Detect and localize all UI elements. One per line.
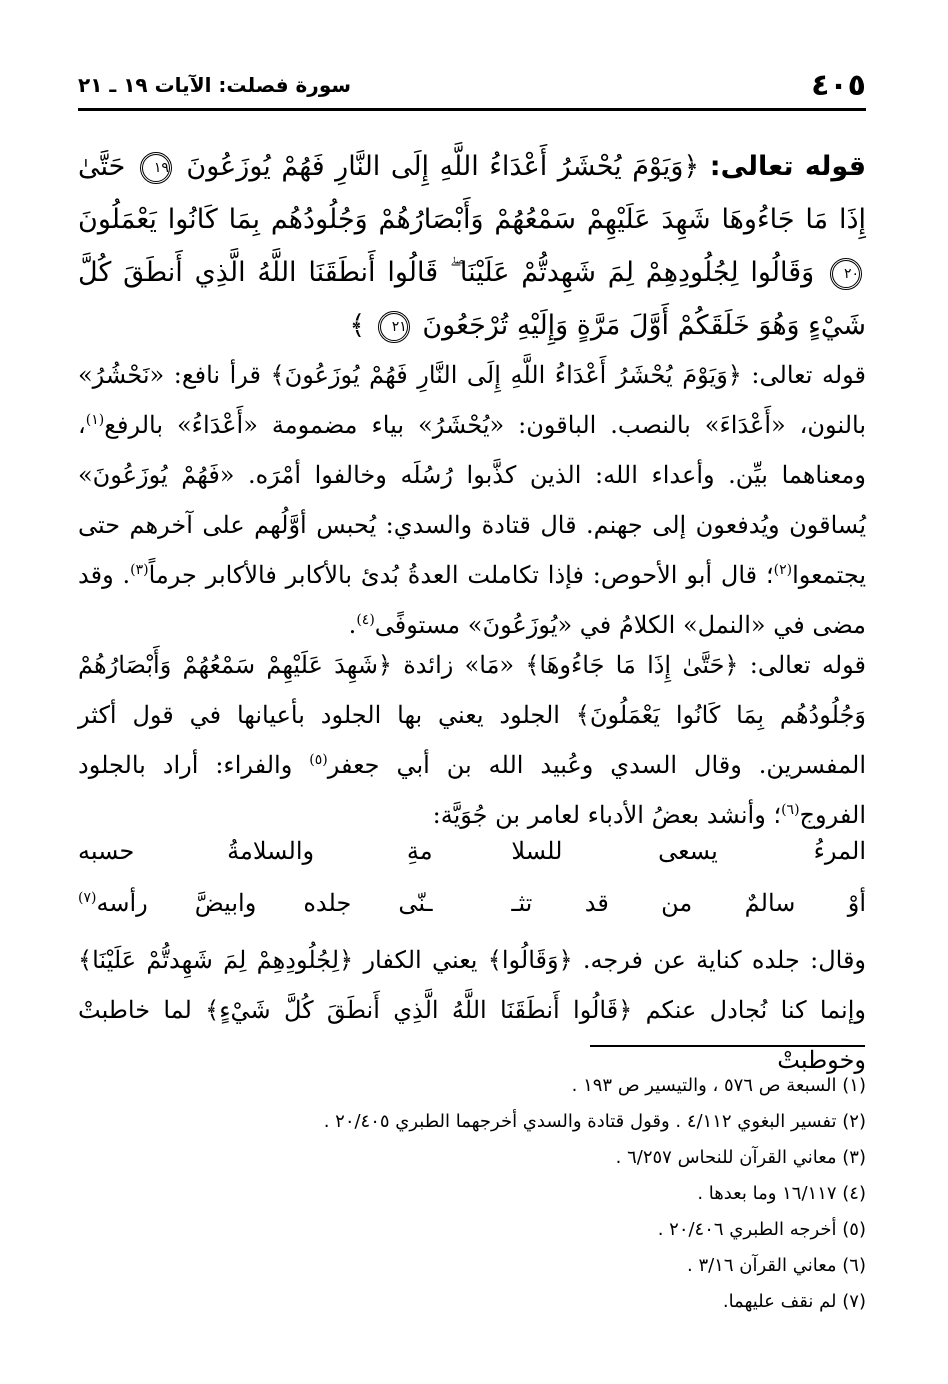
poem-line-2 <box>78 877 866 929</box>
footnote-ref-1: (١) <box>85 412 105 428</box>
verse-text-19: ﴿وَيَوْمَ يُحْشَرُ أَعْدَاءُ اللَّهِ إِلَى النَّارِ فَهُمْ يُوزَعُونَ <box>186 151 700 182</box>
ayah-marker-20: ٢٠ <box>830 258 862 290</box>
footnote-1: (١) السبعة ص ٥٧٦ ، والتيسير ص ١٩٣ . <box>571 1075 866 1096</box>
poem-line-2-first-hemistich: أوْ سالمٌ من قد تثـ <box>511 889 866 917</box>
ayah-marker-19: ١٩ <box>140 152 172 184</box>
paragraph-2-text: والفراء: أراد بالجلود الفروج <box>78 751 866 829</box>
paragraph-3 <box>78 935 866 1085</box>
paragraph-3-text: وقال: جلده كناية عن فرجه. ﴿وَقَالُوا﴾ يعني الكفار ﴿لِجُلُودِهِمْ لِمَ شَهِدتُّمْ عَلَيْنَا﴾ وإنما كنا نُجادل عنكم ﴿قَالُوا أَنطَقَنَا اللَّهُ الَّذِي أَنطَقَ كُلَّ شَيْءٍ﴾ لما خاطبتْ وخوطبتْ <box>78 946 866 1074</box>
poem-line-1-second-hemistich: مةِ والسلامةُ حسبه <box>78 837 433 865</box>
footnotes <box>78 1068 866 1320</box>
footnote-3: (٣) معاني القرآن للنحاس ٦/٢٥٧ . <box>615 1147 866 1168</box>
paragraph-1-text: ؛ قال أبو الأحوص: فإذا تكاملت العدةُ بُدئ بالأكابر فالأكابر جرماً <box>148 561 774 589</box>
poem-line-1-first-hemistich: المرءُ يسعى للسلا <box>511 837 866 865</box>
poem-line-2-second-hemistich <box>78 877 433 929</box>
footnote-ref-4: (٤) <box>356 612 375 628</box>
ayah-marker-21: ٢١ <box>378 311 410 343</box>
footnote-ref-6: (٦) <box>781 802 800 818</box>
paragraph-2-text: قوله تعالى: ﴿حَتَّىٰ إِذَا مَا جَاءُوهَا﴾ «مَا» زائدة ﴿شَهِدَ عَلَيْهِمْ سَمْعُهُمْ وَأَبْصَارُهُمْ وَجُلُودُهُم بِمَا كَانُوا يَعْمَلُونَ﴾ الجلود يعني بها الجلود بأعيانها في قول أكثر المفسرين. وقال السدي وعُبيد الله بن أبي جعفر <box>78 651 866 779</box>
footnote-ref-7: (٧) <box>78 890 97 906</box>
footnote-separator <box>590 1045 865 1047</box>
verse-text-20: حَتَّىٰ إِذَا مَا جَاءُوهَا شَهِدَ عَلَيْهِمْ سَمْعُهُمْ وَأَبْصَارُهُمْ وَجُلُودُهُم بِمَا كَانُوا يَعْمَلُونَ <box>78 151 866 235</box>
footnote-6: (٦) معاني القرآن ٣/١٦ . <box>687 1255 866 1276</box>
footnote-2: (٢) تفسير البغوي ٤/١١٢ . وقول قتادة والسدي أخرجهما الطبري ٢٠/٤٠٥ . <box>323 1111 866 1132</box>
paragraph-1-text: . <box>348 611 357 639</box>
page-number: ٤٠٥ <box>811 67 866 103</box>
paragraph-2 <box>78 640 866 840</box>
footnote-ref-5: (٥) <box>309 752 328 768</box>
paragraph-1-text: ، ومعناهما بيِّن. وأعداء الله: الذين كذَّبوا رُسُلَه وخالفوا أمْرَه. «فَهُمْ يُوزَعُونَ» يُساقون ويُدفعون إلى جهنم. قال قتادة والسدي: يُحبس أوَّلُهم على آخرهم حتى يجتمعوا <box>78 411 867 589</box>
footnote-4: (٤) ١٦/١١٧ وما بعدها . <box>697 1183 866 1204</box>
footnote-ref-2: (٢) <box>773 562 793 578</box>
page-header <box>78 62 866 111</box>
running-title: سورة فصلت: الآيات ١٩ ـ ٢١ <box>78 73 352 97</box>
verse-block <box>78 140 866 352</box>
verse-text-21: وَقَالُوا لِجُلُودِهِمْ لِمَ شَهِدتُّمْ عَلَيْنَا ۖ قَالُوا أَنطَقَنَا اللَّهُ الَّذِي أَنطَقَ كُلَّ شَيْءٍ وَهُوَ خَلَقَكُمْ أَوَّلَ مَرَّةٍ وَإِلَيْهِ تُرْجَعُونَ <box>78 257 866 341</box>
footnote-ref-3: (٣) <box>130 562 149 578</box>
footnote-7: (٧) لم نقف عليهما. <box>722 1291 866 1312</box>
paragraph-1-text: . وقد مضى في «النمل» الكلامُ في «يُوزَعُونَ» مستوفًى <box>78 561 866 639</box>
verse-label: قوله تعالى: <box>709 151 866 182</box>
poem-line-1 <box>78 825 866 877</box>
paragraph-1 <box>78 350 866 650</box>
paragraph-1-text: قوله تعالى: ﴿وَيَوْمَ يُحْشَرُ أَعْدَاءُ اللَّهِ إِلَى النَّارِ فَهُمْ يُوزَعُونَ﴾ قرأ نافع: «نَحْشُرُ» بالنون، «أَعْدَاءَ» بالنصب. الباقون: «يُحْشَرُ» بياء مضمومة «أَعْدَاءُ» بالرفع <box>78 361 866 439</box>
verse-close-bracket: ﴾ <box>349 310 366 341</box>
poem <box>78 825 866 929</box>
footnote-5: (٥) أخرجه الطبري ٢٠/٤٠٦ . <box>657 1219 866 1240</box>
paragraph-2-text: ؛ وأنشد بعضُ الأدباء لعامر بن جُوَيَّة: <box>432 801 782 829</box>
poem-line-2-second-text: ـنّى جلده وابيضَّ رأسه <box>96 889 433 917</box>
